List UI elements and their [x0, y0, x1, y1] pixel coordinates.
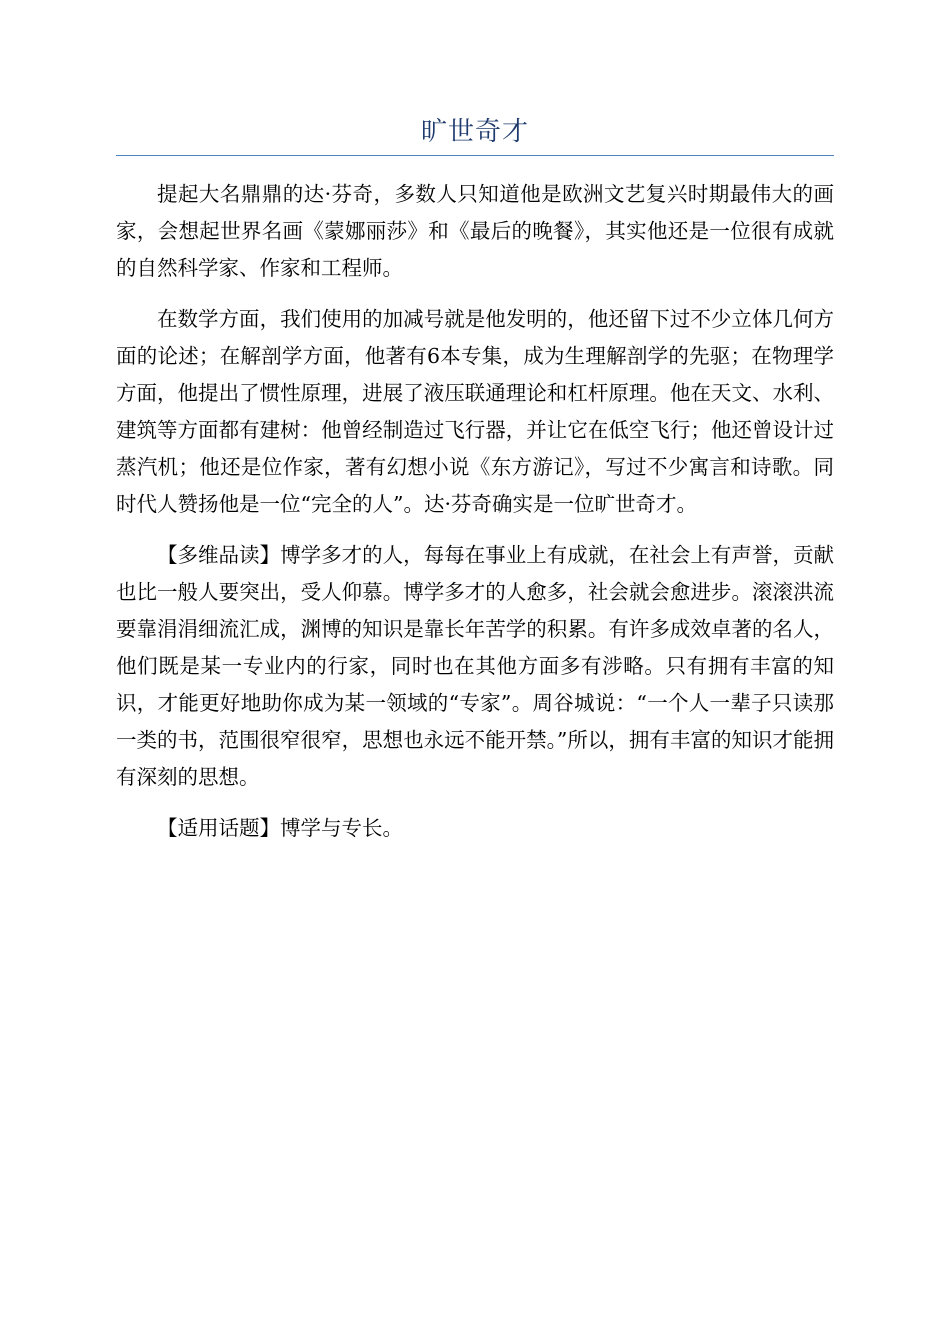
document-body [116, 176, 834, 861]
paragraph-topic: 【适用话题】博学与专长。 [157, 816, 403, 840]
paragraph-intro: 提起大名鼎鼎的达·芬奇，多数人只知道他是欧洲文艺复兴时期最伟大的画家，会想起世界名画《蒙娜丽莎》和《最后的晚餐》，其实他还是一位很有成就的自然科学家、作家和工程师。 [116, 182, 834, 280]
title-underline [116, 155, 834, 156]
paragraph-achievements: 在数学方面，我们使用的加减号就是他发明的，他还留下过不少立体几何方面的论述；在解剖学方面，他著有6本专集，成为生理解剖学的先驱；在物理学方面，他提出了惯性原理，进展了液压联通理论和杠杆原理。他在天文、水利、建筑等方面都有建树：他曾经制造过飞行器，并让它在低空飞行；他还曾设计过蒸汽机；他还是位作家，著有幻想小说《东方游记》，写过不少寓言和诗歌。同时代人赞扬他是一位“完全的人”。达·芬奇确实是一位旷世奇才。 [116, 307, 834, 516]
paragraph-commentary: 【多维品读】博学多才的人，每每在事业上有成就，在社会上有声誉，贡献也比一般人要突出，受人仰慕。博学多才的人愈多，社会就会愈进步。滚滚洪流要靠涓涓细流汇成，渊博的知识是靠长年苦学的积累。有许多成效卓著的名人，他们既是某一专业内的行家，同时也在其他方面多有涉略。只有拥有丰富的知识，才能更好地助你成为某一领域的“专家”。周谷城说：“一个人一辈子只读那一类的书，范围很窄很窄，思想也永远不能开禁。”所以，拥有丰富的知识才能拥有深刻的思想。 [116, 543, 834, 789]
page-title: 旷世奇才 [420, 117, 529, 147]
